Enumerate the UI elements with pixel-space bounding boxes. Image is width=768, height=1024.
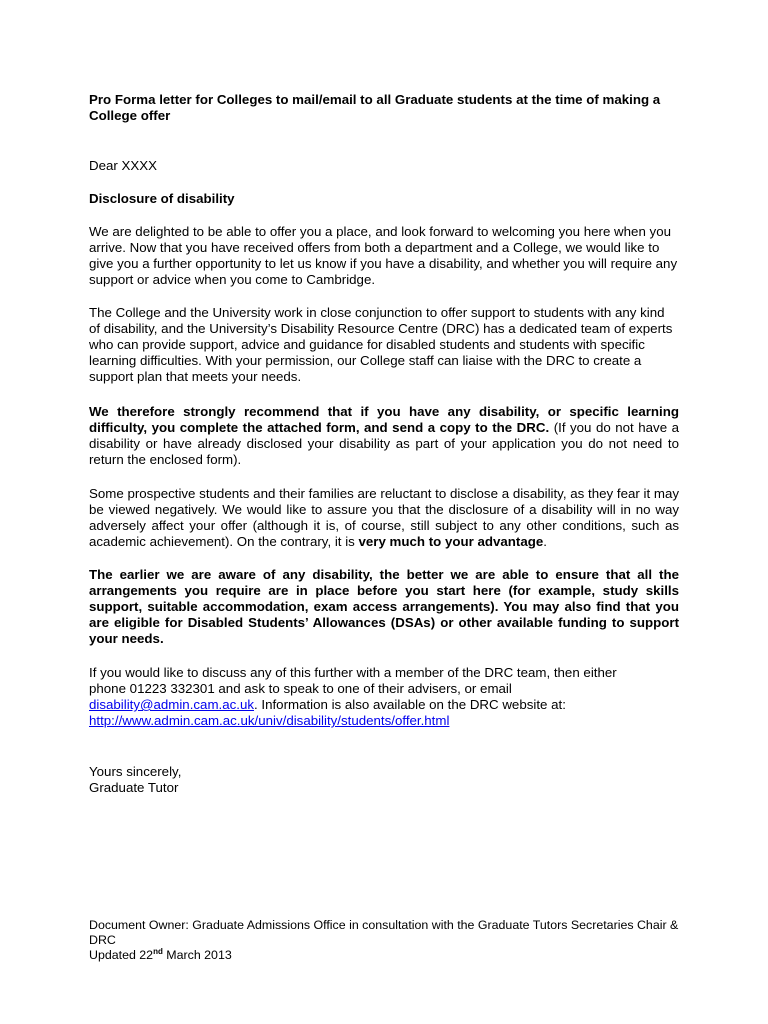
paragraph-reassurance: Some prospective students and their families are reluctant to disclose a disability, as they fear it may be viewed negatively. We would like to assure you that the disclosure of a disability will in no way adversely affect your offer (although it is, of course, still subject to any other conditions, such as academic achievement). On the contrary, it is very much to your advantage. bbox=[89, 486, 679, 549]
reassurance-text: Some prospective students and their families are reluctant to disclose a disability, as they fear it may be viewed negatively. We would like to assure you that the disclosure of a disability will in no way adversely affect your offer (although it is, of course, still subject to any other conditions, such as academic achievement). On the contrary, it is bbox=[89, 486, 679, 549]
subject-line: Disclosure of disability bbox=[89, 191, 235, 206]
advantage-bold-text: very much to your advantage bbox=[358, 534, 544, 549]
document-owner: Document Owner: Graduate Admissions Office in consultation with the Graduate Tutors Secretaries Chair & DRC bbox=[89, 918, 679, 947]
paragraph-welcome: We are delighted to be able to offer you a place, and look forward to welcoming you here when you arrive. Now that you have received offers from both a department and a College, we would like to give you a further opportunity to let us know if you have a disability, and whether you will require any support or advice when you come to Cambridge. bbox=[89, 224, 678, 287]
salutation: Dear XXXX bbox=[89, 158, 157, 173]
paragraph-recommendation bbox=[89, 404, 679, 468]
drc-website-link[interactable]: http://www.admin.cam.ac.uk/univ/disability/students/offer.html bbox=[89, 713, 450, 728]
paragraph-contact bbox=[89, 665, 679, 729]
signature: Graduate Tutor bbox=[89, 780, 179, 795]
contact-line-2: phone 01223 332301 and ask to speak to one of their advisers, or email bbox=[89, 681, 512, 696]
letter-heading: Pro Forma letter for Colleges to mail/email to all Graduate students at the time of making a College offer bbox=[89, 92, 661, 123]
paragraph-early-disclosure: The earlier we are aware of any disability, the better we are able to ensure that all the arrangements you require are in place before you start here (for example, study skills support, suitable accommodation, exam access arrangements). You may also find that you are eligible for Disabled Students’ Allowances (DSAs) or other available funding to support your needs. bbox=[89, 567, 679, 646]
contact-after-email: . Information is also available on the DRC website at: bbox=[254, 697, 566, 712]
paragraph-drc-support: The College and the University work in close conjunction to offer support to students with any kind of disability, and the University’s Disability Resource Centre (DRC) has a dedicated team of experts who can provide support, advice and guidance for disabled students and students with specific learning difficulties. With your permission, our College staff can liaise with the DRC to create a support plan that meets your needs. bbox=[89, 305, 673, 384]
update-date: Updated 22nd March 2013 bbox=[89, 947, 232, 962]
recommendation-bold-text: We therefore strongly recommend that if you have any disability, or specific learning difficulty, you complete the attached form, and send a copy to the DRC. bbox=[89, 404, 679, 435]
closing bbox=[89, 764, 679, 796]
closing-text: Yours sincerely, bbox=[89, 764, 182, 779]
document-footer bbox=[89, 918, 679, 963]
contact-line-1: If you would like to discuss any of this further with a member of the DRC team, then either bbox=[89, 665, 617, 680]
email-link[interactable]: disability@admin.cam.ac.uk bbox=[89, 697, 254, 712]
recommendation-rest-text: (If you do not have a disability or have already disclosed your disability as part of your application you do not need to return the enclosed form). bbox=[89, 420, 679, 467]
